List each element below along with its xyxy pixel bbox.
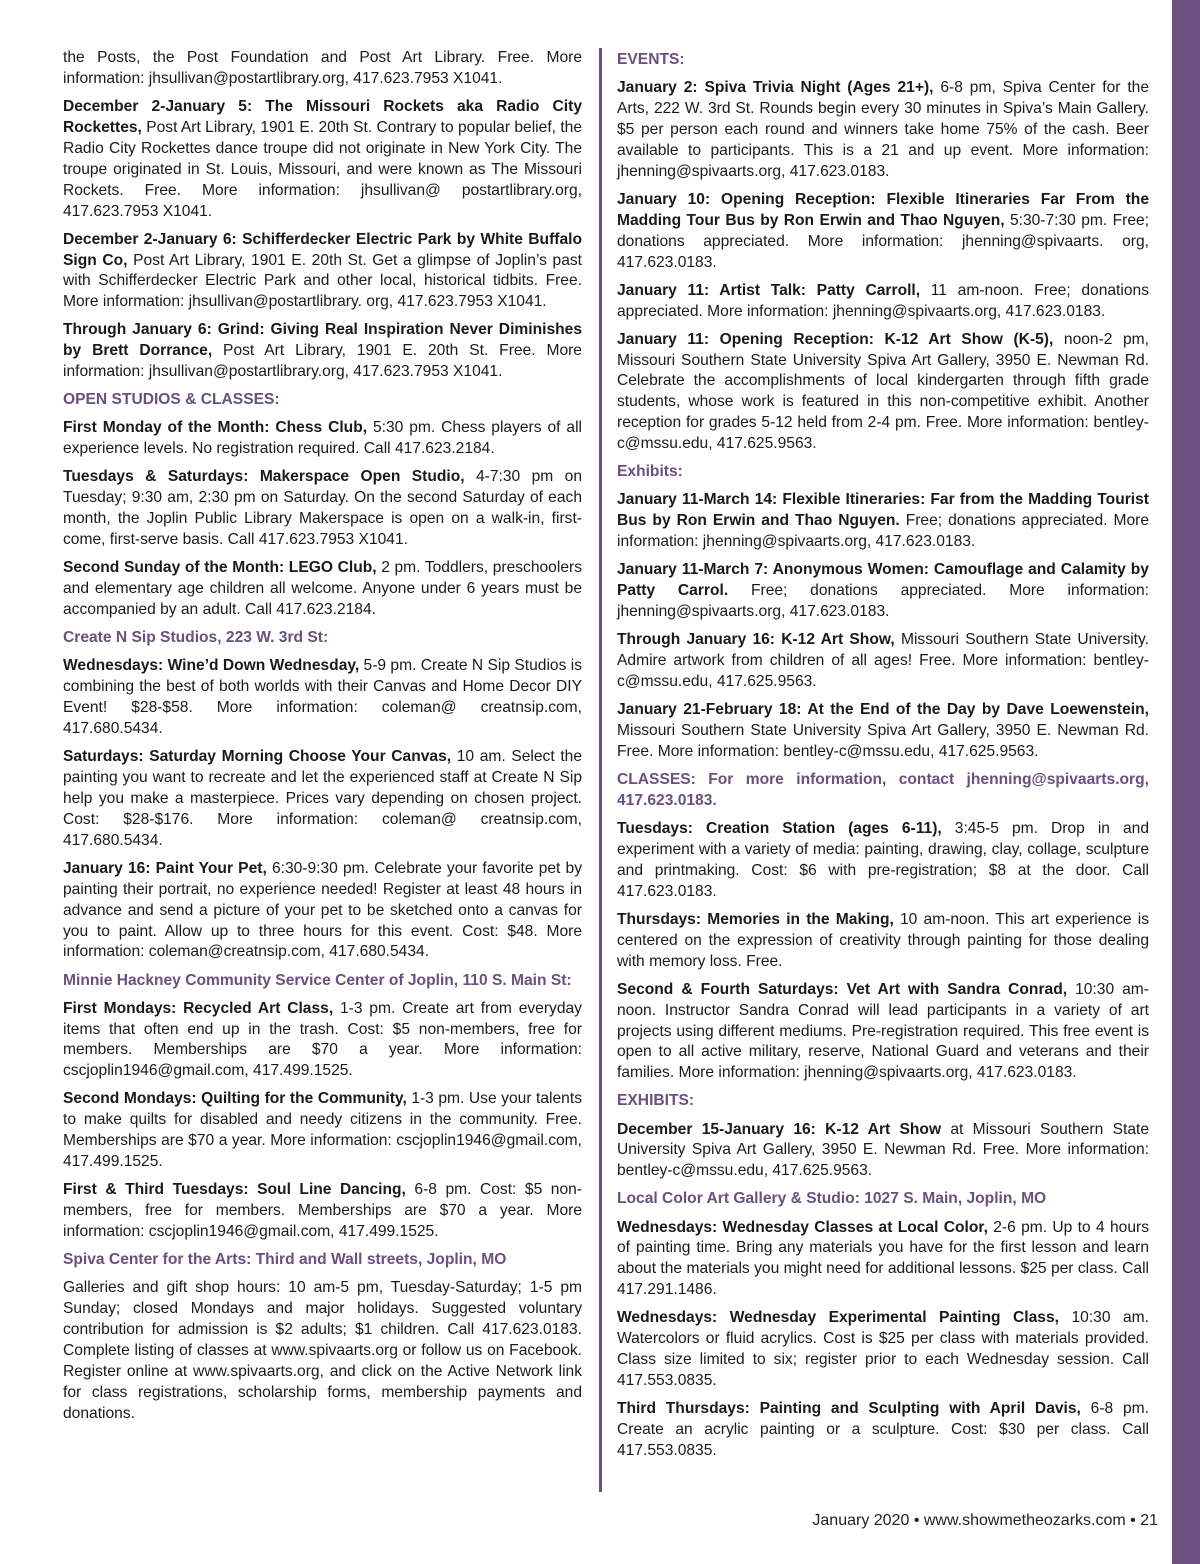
page-edge-accent-bar [1172, 0, 1200, 1564]
left-column [63, 48, 582, 1432]
listing-title: Through January 16: K-12 Art Show, [617, 631, 895, 649]
listing-title: First & Third Tuesdays: Soul Line Dancing, [63, 1181, 406, 1199]
listing-entry [617, 1399, 1149, 1462]
listing-details: 2 pm. Toddlers, preschoolers and elementary age children all welcome. Anyone under 6 years must be accompanied by an adult. Call 417.623.2184. [63, 559, 582, 619]
listing-entry [617, 190, 1149, 274]
listing-title: December 2-January 6: Schifferdecker Electric Park by White Buffalo Sign Co, [63, 230, 582, 269]
listing-details: 1-3 pm. Use your talents to make quilts for disabled and needy citizens in the community. Free. Memberships are $70 a year. More information: cscjoplin1946@gmail.com, 417.499.1525. [63, 1090, 582, 1171]
listing-details: Free; donations appreciated. More information: jhenning@spivaarts.org, 417.623.0183. [617, 582, 1149, 621]
listing-details: 10:30 am. Watercolors or fluid acrylics. Cost is $25 per class with materials provided. Class size limited to six; register prior to each Wednesday session. Call 417.553.0835. [617, 1309, 1149, 1390]
listing-entry [63, 558, 582, 621]
listing-details: the Posts, the Post Foundation and Post Art Library. Free. More information: jhsullivan@postartlibrary.org, 417.623.7953 X1041. [63, 49, 582, 87]
listing-details: Post Art Library, 1901 E. 20th St. Contrary to popular belief, the Radio City Rockettes dance troupe did not originate in New York City. The troupe originated in St. Louis, Missouri, and were known as The Missouri Rockets. Free. More information: jhsullivan@ postartlibrary.org, 417.623.7953 X1041. [63, 118, 582, 220]
listing-title: Second & Fourth Saturdays: Vet Art with Sandra Conrad, [617, 980, 1068, 998]
listing-details: 6:30-9:30 pm. Celebrate your favorite pet by painting their portrait, no experience needed! Register at least 48 hours in advance and send a picture of your pet to be sketched onto a canvas for you to paint. Allow up to three hours for this event. Cost: $48. More information: coleman@creatnsip.com, 417.680.5434. [63, 859, 582, 961]
listing-entry [63, 320, 582, 383]
listing-details: 6-8 pm, Spiva Center for the Arts, 222 W. 3rd St. Rounds begin every 30 minutes in Spiva’s Main Gallery. $5 per person each round and winners take home 75% of the cash. Beer available to participants. This is a 21 and up event. More information: jhenning@spivaarts.org, 417.623.0183. [617, 79, 1149, 180]
section-heading: Create N Sip Studios, 223 W. 3rd St: [63, 629, 329, 647]
listing-entry [617, 630, 1149, 693]
listing-entry [617, 560, 1149, 623]
section-heading: EVENTS: [617, 51, 685, 68]
listing-title: January 21-February 18: At the End of the Day by Dave Loewenstein, [617, 701, 1149, 719]
listing-entry [617, 700, 1149, 763]
listing-entry [63, 747, 582, 852]
listing-title: Tuesdays: Creation Station (ages 6-11), [617, 819, 942, 837]
listing-details: 3:45-5 pm. Drop in and experiment with a variety of media: painting, drawing, clay, collage, sculpture and printmaking. Cost: $6 with pre-registration; $8 at the door. Call 417.623.0183. [617, 819, 1149, 900]
listing-details: 5-9 pm. Create N Sip Studios is combining the best of both worlds with their Canvas and Home Decor DIY Event! $28-$58. More information: coleman@ creatnsip.com, 417.680.5434. [63, 657, 582, 737]
section-heading: CLASSES: For more information, contact jhenning@spivaarts.org, 417.623.0183. [617, 770, 1149, 809]
listing-entry [63, 467, 582, 551]
listing-entry [617, 910, 1149, 973]
listing-title: Through January 6: Grind: Giving Real Inspiration Never Diminishes by Brett Dorrance, [63, 321, 582, 360]
listing-title: Wednesdays: Wednesday Experimental Painting Class, [617, 1309, 1059, 1327]
section-heading: Exhibits: [617, 463, 683, 481]
listing-details: 10 am. Select the painting you want to recreate and let the experienced staff at Create N Sip help you make a masterpiece. Prices vary depending on chosen project. Cost: $28-$176. More information: coleman@ creatnsip.com, 417.680.5434. [63, 748, 583, 849]
listing-title: Second Sunday of the Month: LEGO Club, [63, 559, 377, 577]
listing-title: December 2-January 5: The Missouri Rockets aka Radio City Rockettes, [63, 98, 582, 136]
listing-details: at Missouri Southern State University Spiva Art Gallery, 3950 E. Newman Rd. Free. More information: bentley-c@mssu.edu, 417.625.9563. [617, 1120, 1149, 1180]
listing-entry [63, 656, 582, 740]
listing-details: 5:30-7:30 pm. Free; donations appreciated. More information: jhenning@spivaarts. org, 417.623.0183. [617, 211, 1149, 271]
listing-entry [63, 48, 582, 90]
listing-title: January 16: Paint Your Pet, [63, 859, 267, 877]
listing-title: Thursdays: Memories in the Making, [617, 910, 894, 928]
section-heading: OPEN STUDIOS & CLASSES: [63, 391, 280, 409]
page-footer: January 2020 • www.showmetheozarks.com • 21 [812, 1512, 1158, 1529]
listing-entry [617, 281, 1149, 323]
listing-details: 6-8 pm. Cost: $5 non-members, free for members. Memberships are $70 a year. More information: cscjoplin1946@gmail.com, 417.499.1525. [63, 1181, 583, 1241]
listing-title: Tuesdays & Saturdays: Makerspace Open Studio, [63, 468, 465, 486]
listing-entry [63, 230, 582, 314]
listing-title: Wednesdays: Wine’d Down Wednesday, [63, 657, 360, 675]
listing-details: Post Art Library, 1901 E. 20th St. Get a glimpse of Joplin’s past with Schifferdecker Electric Park and other local, historical tidbits. Free. More information: jhsullivan@postartlibrary. org, 417.623.7953 X1041. [63, 251, 582, 311]
column-divider [599, 48, 602, 1492]
listing-title: Wednesdays: Wednesday Classes at Local Color, [617, 1218, 988, 1236]
listing-details: noon-2 pm, Missouri Southern State University Spiva Art Gallery, 3950 E. Newman Rd. Celebrate the accomplishments of local kindergarten through fifth grade students, whose work is featured in this non-competitive exhibit. Another reception for grades 5-12 held from 2-4 pm. Free. More information: bentley-c@mssu.edu, 417.625.9563. [617, 330, 1149, 453]
listing-entry [63, 1180, 582, 1243]
listing-entry [63, 999, 582, 1083]
listing-title: January 11: Opening Reception: K-12 Art Show (K-5), [617, 330, 1054, 348]
section-heading: Minnie Hackney Community Service Center of Joplin, 110 S. Main St: [63, 971, 572, 989]
listing-title: January 11-March 14: Flexible Itineraries: Far from the Madding Tourist Bus by Ron Erwin and Thao Nguyen. [617, 491, 1149, 530]
listing-title: January 11: Artist Talk: Patty Carroll, [617, 281, 921, 299]
listing-details: 11 am-noon. Free; donations appreciated. More information: jhenning@spivaarts.org, 417.623.0183. [617, 281, 1149, 320]
listing-details: 6-8 pm. Create an acrylic painting or a sculpture. Cost: $30 per class. Call 417.553.0835. [617, 1400, 1150, 1459]
listing-entry [617, 490, 1149, 553]
right-column [617, 50, 1149, 1469]
listing-details: 2-6 pm. Up to 4 hours of painting time. Bring any materials you have for the first lesson and learn about the materials you might need for additional lessons. $25 per class. Call 417.291.1486. [617, 1218, 1149, 1299]
listing-title: January 2: Spiva Trivia Night (Ages 21+), [617, 79, 934, 97]
listing-details: Galleries and gift shop hours: 10 am-5 pm, Tuesday-Saturday; 1-5 pm Sunday; closed Mondays and major holidays. Suggested voluntary contribution for admission is $2 adults; $1 children. Call 417.623.0183. Complete listing of classes at www.spivaarts.org or follow us on Facebook. Register online at www.spivaarts.org, and click on the Active Network link for class registrations, scholarship forms, membership payments and donations. [63, 1279, 582, 1422]
listing-title: Third Thursdays: Painting and Sculpting with April Davis, [617, 1400, 1081, 1418]
listing-entry [617, 980, 1149, 1085]
listing-details: 1-3 pm. Create art from everyday items that often end up in the trash. Cost: $5 non-members, free for members. Memberships are $70 a year. More information: cscjoplin1946@gmail.com, 417.499.1525. [63, 999, 582, 1080]
listing-title: January 10: Opening Reception: Flexible Itineraries Far From the Madding Tour Bus by Ron Erwin and Thao Nguyen, [617, 190, 1149, 229]
section-heading: EXHIBITS: [617, 1092, 695, 1110]
listing-entry [63, 97, 582, 222]
listing-title: Second Mondays: Quilting for the Community, [63, 1090, 407, 1108]
listing-entry [617, 1120, 1149, 1183]
listing-entry [63, 1278, 582, 1424]
listing-entry [63, 1089, 582, 1173]
section-heading: Local Color Art Gallery & Studio: 1027 S. Main, Joplin, MO [617, 1190, 1047, 1208]
listing-entry [63, 859, 582, 964]
listing-details: Post Art Library, 1901 E. 20th St. Free. More information: jhsullivan@postartlibrary.org, 417.623.7953 X1041. [63, 342, 582, 381]
listing-details: Missouri Southern State University. Admire artwork from children of all ages! Free. More information: bentley-c@mssu.edu, 417.625.9563. [617, 631, 1149, 690]
listing-details: 5:30 pm. Chess players of all experience levels. No registration required. Call 417.623.2184. [63, 419, 582, 458]
listing-details: Missouri Southern State University Spiva Art Gallery, 3950 E. Newman Rd. Free. More information: bentley-c@mssu.edu, 417.625.9563. [617, 721, 1149, 760]
listing-details: Free; donations appreciated. More information: jhenning@spivaarts.org, 417.623.0183. [617, 512, 1149, 551]
listing-title: December 15-January 16: K-12 Art Show [617, 1120, 942, 1138]
listing-details: 10:30 am-noon. Instructor Sandra Conrad will lead participants in a variety of art projects using different mediums. Pre-registration required. This free event is open to all active military, reserve, National Guard and veterans and their families. More information: jhenning@spivaarts.org, 417.623.0183. [617, 980, 1149, 1082]
listing-details: 10 am-noon. This art experience is centered on the expression of creativity through painting for those dealing with memory loss. Free. [617, 910, 1150, 970]
listing-title: First Monday of the Month: Chess Club, [63, 419, 368, 437]
listing-title: January 11-March 7: Anonymous Women: Camouflage and Calamity by Patty Carrol. [617, 561, 1149, 600]
listing-title: Saturdays: Saturday Morning Choose Your Canvas, [63, 748, 452, 766]
listing-entry [617, 78, 1149, 183]
listing-entry [617, 330, 1149, 455]
listing-entry [617, 1218, 1149, 1302]
listing-entry [63, 418, 582, 460]
listing-entry [617, 1308, 1149, 1392]
listing-title: First Mondays: Recycled Art Class, [63, 999, 334, 1017]
section-heading: Spiva Center for the Arts: Third and Wall streets, Joplin, MO [63, 1251, 507, 1269]
listing-details: 4-7:30 pm on Tuesday; 9:30 am, 2:30 pm on Saturday. On the second Saturday of each month, the Joplin Public Library Makerspace is open on a walk-in, first-come, first-serve basis. Call 417.623.7953 X1041. [63, 468, 582, 549]
listing-entry [617, 819, 1149, 903]
